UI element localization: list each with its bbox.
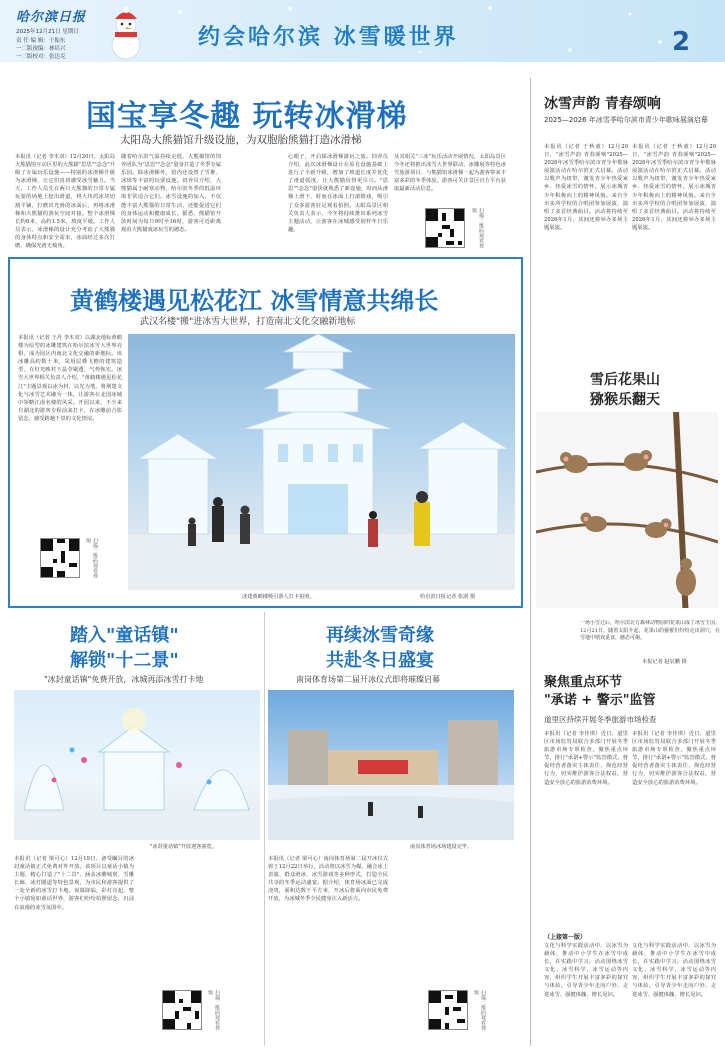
article1-qr-label: 扫描二维码观看视频 [471,208,484,248]
article6-title-line2: 猕猴乐翻天 [590,392,660,408]
article2-title: 黄鹤楼遇见松花江 冰雪情意共绵长 [70,287,439,315]
ice-pagoda-illustration [128,334,515,590]
column-divider [530,78,531,1046]
article4-title-line1: 再续冰雪奇缘 [326,625,434,646]
page-number: 2 [672,27,691,57]
article7-title-line2: "承诺 + 警示"监管 [544,693,656,708]
spacer [544,312,545,313]
article8-title: （上接第一版） [544,934,587,941]
proof-credit-2: 一二版校对：张达克 [16,54,66,60]
article5-body-col2: 本报讯（记者 于秋童）12月20日，"冰雪声韵 青春颂响"2025—2026年冰雪季哈尔滨市青少年歌咏展演活动在哈尔滨正式启幕。活动以歌声为纽带，激发青少年热爱家乡、热爱冰雪的情怀，展示冰城青少年积极向上的精神风貌。来自全市多所学校的合唱团参加展演，演唱了多首经典曲目。活动将持续至2026年1月，其间还将举办多场主题展演。 [632,144,716,231]
ice-rink-illustration [268,690,514,840]
ice-town-illustration [14,690,260,840]
article6-caption: 一场小雪过后，哈尔滨北方森林动物园的花果山成了冰雪王国。12月21日，随着太阳升起，花果山的猕猴们纷纷走出洞穴，在雪地中嬉戏觅食，憨态可掬。 [580,620,720,642]
article4-photo [268,690,514,840]
article1-body-col4: 及其相关"三冰"玩乐活动开展情况，太阳岛景区今冬还将推出冰雪大世界联动、冰雕展等特色冰雪旅游项目，与熊猫馆冰滑梯一起为游客带来丰富多彩的冬季体验。游客可关注景区官方平台获取最新活动信息。 [394,154,506,193]
article1-title: 国宝享冬趣 玩转冰滑梯 [86,99,408,134]
article1-subtitle: 太阳岛大熊猫馆升级设施，为双胞胎熊猫打造冰滑梯 [120,134,362,146]
slogan: 约会哈尔滨 冰雪暖世界 [198,25,459,50]
article1-body-col2: 随着哈尔滨气温持续走低，大熊猫馆的饲养团队为"思思""念念"量身打造了冬季专属乐园。除冰滑梯外，馆内还设置了雪堆、冰球等丰富的玩耍设施。饲养员介绍，大熊猫属于耐寒动物，哈尔滨冬季的低温环境非常适合它们。冰雪设施的加入，不仅能丰富大熊猫的日常生活，还能促进它们的身体运动和健康成长。据悉，熊猫馆开放时间为每日9时至16时，游客可近距离观看大熊猫戏冰玩雪的憨态。 [121,154,221,233]
article6-title-line1: 雪后花果山 [590,372,660,388]
column-divider-2 [264,612,265,1046]
article2-photo [128,334,515,590]
article3-subtitle: "冰封童话镇"免费开放，冰城再添冰雪打卡地 [44,675,204,684]
article3-photo [14,690,260,840]
editor-credit: 责 任 编 辑：于振东 [16,38,66,44]
snowman-icon [104,5,148,61]
article2-qr-label: 扫描二维码观看视频 [85,538,98,578]
article4-qr-label: 扫描二维码观看视频 [473,990,486,1030]
masthead: 哈尔滨日报 [16,10,87,25]
article7-subtitle: 道里区持续开展冬季旅游市场检查 [544,715,657,724]
article6-title [590,370,660,410]
article6-credit: 本报记者 赵辰鹏 摄 [642,659,687,665]
proof-credit-1: 一二版视编：林培兴 [16,46,66,52]
article4-title-line2: 共赴冬日盛宴 [326,650,434,671]
article7-title [544,674,656,710]
article4-subtitle: 南岗体育场第二届开冰仪式即将璀璨启幕 [296,675,440,684]
article4-qr-code[interactable] [428,990,468,1030]
issue-date: 2025年12月21日 星期日 [16,29,79,35]
article7-body-col2: 本报讯（记者 李佳琪）近日，道里区市场监管局联合多部门开展冬季旅游市场专项检查，聚焦重点环节，推行"承诺+警示"监管模式，督促经营者落实主体责任，规范经营行为，切实维护游客合法权益，营造安全放心的旅游消费环境。 [632,731,716,786]
article7-body-col1: 本报讯（记者 李佳琪）近日，道里区市场监管局联合多部门开展冬季旅游市场专项检查，聚焦重点环节，推行"承诺+警示"监管模式，督促经营者落实主体责任，规范经营行为，切实维护游客合法权益，营造安全放心的旅游消费环境。 [544,731,628,786]
article2-subtitle: 武汉名楼"搬"进冰雪大世界，打造南北文化交融新地标 [140,317,356,327]
article5-title: 冰雪声韵 青春颂响 [544,96,661,112]
article3-caption: "冰封童话镇"开放迎客游览。 [150,844,218,850]
article3-qr-code[interactable] [162,990,202,1030]
article3-title-line2: 解锁"十二景" [70,650,179,671]
article8-body-col1: 文化与科学实践活动中，以冰雪为载体，推动中小学生在冰雪中成长，在实践中学习。活动围绕冰雪文化、冰雪科学、冰雪运动等内容，组织学生开展丰富多彩的探究与体验，引导青少年走向户外、走进冰雪、强健体魄、增长见识。 [544,943,628,998]
article2-caption: 冰建黄鹤楼吸引游人打卡拍照。 [242,594,315,600]
article5-subtitle: 2025—2026 年冰雪季哈尔滨市青少年歌咏展演启幕 [544,116,708,124]
article6-photo [536,412,718,620]
article3-title-line1: 踏入"童话镇" [70,625,179,646]
article7-title-line1: 聚焦重点环节 [544,675,623,690]
article2-qr-code[interactable] [40,538,80,578]
article8-body-col2: 文化与科学实践活动中，以冰雪为载体，推动中小学生在冰雪中成长，在实践中学习。活动围绕冰雪文化、冰雪科学、冰雪运动等内容，组织学生开展丰富多彩的探究与体验，引导青少年走向户外、走进冰雪、强健体魄、增长见识。 [632,943,716,998]
article4-caption: 南岗体育场冰场建设完毕。 [410,844,473,850]
article4-title [326,623,434,673]
page-header [0,0,725,62]
article3-qr-label: 扫描二维码观看视频 [207,990,220,1030]
article3-title [70,623,179,673]
article2-body: 本报讯（记者 王丹 李木双）以湖北地标黄鹤楼为原型的冰雕建筑在哈尔滨冰雪大世界亮相，成为园区内南北文化交融的新地标。该冰雕高约数十米，采用层叠飞檐的建筑造型，在灯光映衬下晶莹剔透、气势恢宏。冰雪大世界相关负责人介绍，"黄鹤楼遇见松花江"主题景观以冰为材、以光为笔，将荆楚文化与冰雪艺术融为一体，让游客在北国冰城中领略江南名楼的风采。开园以来，不少来自湖北的游客专程前来打卡，在冰雕前合影留念，感受跨越千里的文化情谊。 [18,335,122,422]
monkeys-illustration [536,412,718,620]
article1-qr-code[interactable] [425,208,465,248]
article3-body: 本报讯（记者 梁可心）12月19日，备受瞩目的冰封童话镇正式免费对外开放。该项目以童话小镇为主题，精心打造了"十二景"，涵盖冰雕城堡、雪雕长廊、冰灯隧道等特色景观，为市民和游客提供了一处全新的冰雪打卡地。夜幕降临，彩灯亮起，整个小镇宛如童话世界，游客们纷纷拍照留念，沉浸在浪漫的冰雪氛围中。 [14,856,134,911]
article2-credit: 哈尔滨日报记者 张澍 摄 [420,594,476,600]
article4-body: 本报讯（记者 梁可心）南岗体育场第二届开冰仪式将于12月22日举行，活动将以冰雪为媒，融合冰上表演、群众滑冰、冰雪游戏等多种形式，打造全民共享的冬季运动盛宴。据介绍，体育场冰面已完成浇筑，面积达数千平方米，开冰后将面向市民免费开放，为冰城冬季全民健身注入新活力。 [268,856,388,903]
article1-body-col3: 心眼子，开启探冰滑梯游玩之旅。饲养员介绍，此次冰滑梯设计在原有设施基础上进行了全新升级，增加了坡道长度并优化了滑道弧度，让大熊猫玩得更尽兴。"思思""念念"很快就熟悉了新设施，时而从滑梯上滑下，时而在冰面上打滚嬉戏，吸引了众多游客驻足观看拍照。太阳岛景区相关负责人表示，今冬将持续推出系列冰雪主题活动，让游客在冰城感受别样冬日乐趣。 [288,154,388,233]
article5-body-col1: 本报讯（记者 于秋童）12月20日，"冰雪声韵 青春颂响"2025—2026年冰雪季哈尔滨市青少年歌咏展演活动在哈尔滨正式启幕。活动以歌声为纽带，激发青少年热爱家乡、热爱冰雪的情怀，展示冰城青少年积极向上的精神风貌。来自全市多所学校的合唱团参加展演，演唱了多首经典曲目。活动将持续至2026年1月，其间还将举办多场主题展演。 [544,144,628,231]
article1-body-col1: 本报讯（记者 李木双）12月20日，太阳岛大熊猫馆互动区里的大熊猫"思思""念念"升级了专属玩乐设施——特别的冰滑梯升级为冰滑梯，让它们真切感受冰雪魅力。当天，工作人员先在两只大熊猫的日常专属玩耍的场地上挖出滑道，将大块的冰块切割平铺，打磨出光滑的冰面后，再将冰滑梯和大熊猫的游玩空间对接。整个冰滑梯长约6米，高约1.5米，坡度平缓。工作人员表示，冰滑梯的设计充分考虑了大熊猫的身体特点和安全需求，冰面经过多次打磨，确保光滑无棱角。 [15,154,115,250]
